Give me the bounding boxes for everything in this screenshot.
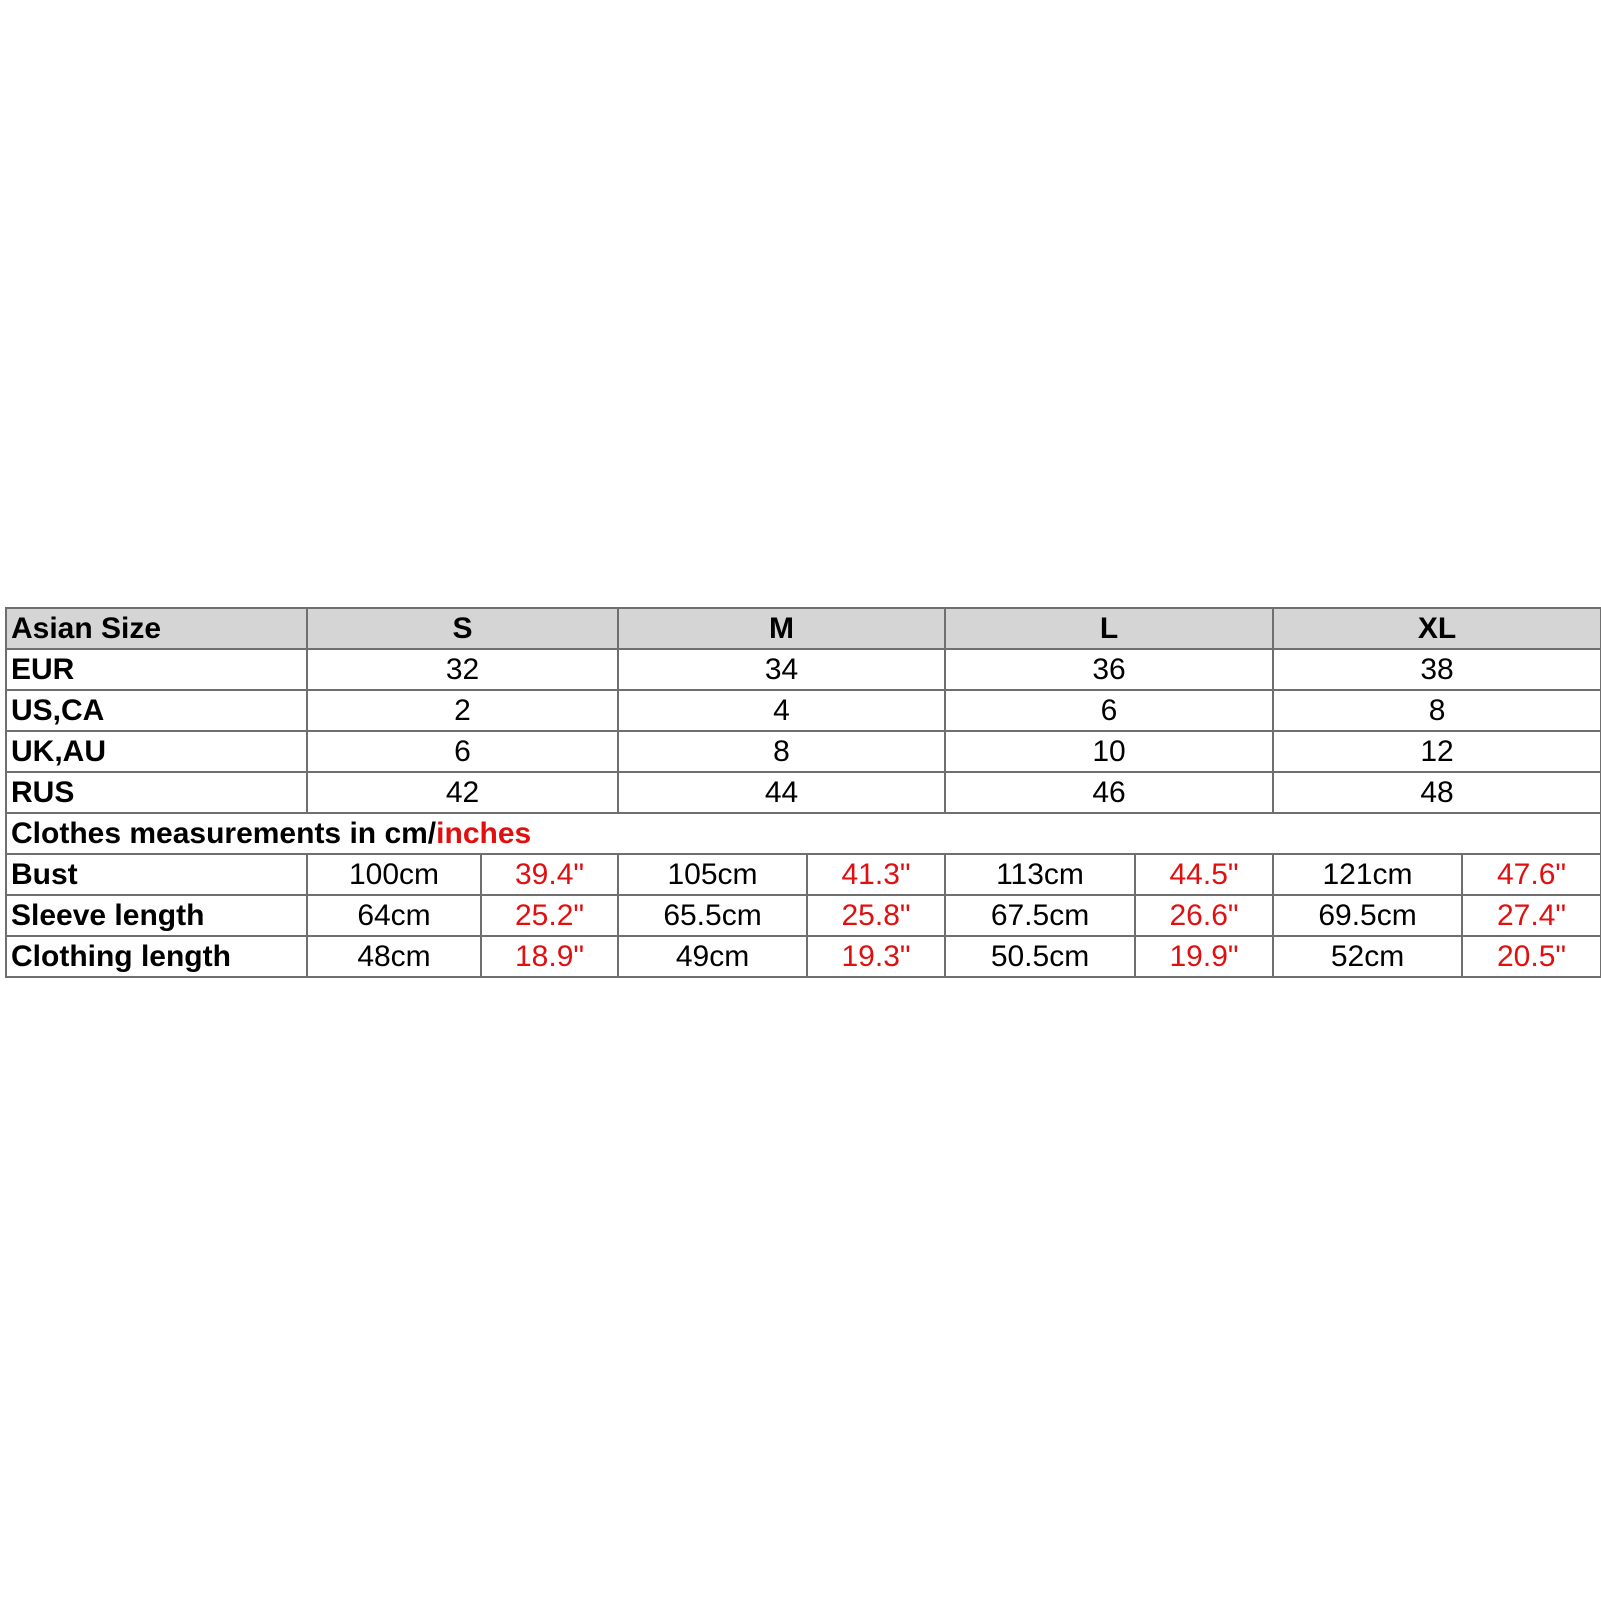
size-cell: 48 <box>1273 772 1601 813</box>
row-label: Clothing length <box>6 936 307 977</box>
size-column-l: L <box>945 608 1273 649</box>
size-cell: 12 <box>1273 731 1601 772</box>
cm-cell: 50.5cm <box>945 936 1135 977</box>
row-label: Bust <box>6 854 307 895</box>
inch-cell: 25.2" <box>481 895 618 936</box>
size-cell: 6 <box>307 731 618 772</box>
size-chart-table <box>5 607 1601 978</box>
size-cell: 32 <box>307 649 618 690</box>
inch-cell: 18.9" <box>481 936 618 977</box>
size-cell: 38 <box>1273 649 1601 690</box>
measurements-title <box>6 813 1601 854</box>
inch-cell: 44.5" <box>1135 854 1273 895</box>
cm-cell: 105cm <box>618 854 807 895</box>
size-cell: 4 <box>618 690 945 731</box>
size-cell: 34 <box>618 649 945 690</box>
size-header-row <box>6 608 1601 649</box>
row-label: RUS <box>6 772 307 813</box>
inch-cell: 19.9" <box>1135 936 1273 977</box>
cm-cell: 69.5cm <box>1273 895 1462 936</box>
inch-cell: 26.6" <box>1135 895 1273 936</box>
cm-cell: 100cm <box>307 854 481 895</box>
row-label: UK,AU <box>6 731 307 772</box>
measurements-title-prefix: Clothes measurements in cm/ <box>11 817 437 850</box>
measurements-title-highlight: inches <box>436 817 532 850</box>
size-cell: 6 <box>945 690 1273 731</box>
size-row-uk-au <box>6 731 1601 772</box>
size-cell: 42 <box>307 772 618 813</box>
size-column-s: S <box>307 608 618 649</box>
cm-cell: 67.5cm <box>945 895 1135 936</box>
row-label: Sleeve length <box>6 895 307 936</box>
inch-cell: 19.3" <box>807 936 945 977</box>
inch-cell: 47.6" <box>1462 854 1601 895</box>
inch-cell: 25.8" <box>807 895 945 936</box>
size-cell: 44 <box>618 772 945 813</box>
inch-cell: 27.4" <box>1462 895 1601 936</box>
measurements-title-row <box>6 813 1601 854</box>
size-cell: 8 <box>1273 690 1601 731</box>
cm-cell: 64cm <box>307 895 481 936</box>
cm-cell: 121cm <box>1273 854 1462 895</box>
size-column-m: M <box>618 608 945 649</box>
cm-cell: 52cm <box>1273 936 1462 977</box>
size-cell: 10 <box>945 731 1273 772</box>
inch-cell: 39.4" <box>481 854 618 895</box>
size-row-rus <box>6 772 1601 813</box>
size-cell: 8 <box>618 731 945 772</box>
header-label: Asian Size <box>6 608 307 649</box>
inch-cell: 41.3" <box>807 854 945 895</box>
row-label: EUR <box>6 649 307 690</box>
cm-cell: 65.5cm <box>618 895 807 936</box>
measurement-row-clothing-length <box>6 936 1601 977</box>
row-label: US,CA <box>6 690 307 731</box>
size-cell: 2 <box>307 690 618 731</box>
inch-cell: 20.5" <box>1462 936 1601 977</box>
measurement-row-bust <box>6 854 1601 895</box>
measurement-row-sleeve-length <box>6 895 1601 936</box>
size-row-eur <box>6 649 1601 690</box>
size-row-us-ca <box>6 690 1601 731</box>
size-column-xl: XL <box>1273 608 1601 649</box>
size-cell: 36 <box>945 649 1273 690</box>
size-cell: 46 <box>945 772 1273 813</box>
cm-cell: 49cm <box>618 936 807 977</box>
cm-cell: 48cm <box>307 936 481 977</box>
cm-cell: 113cm <box>945 854 1135 895</box>
